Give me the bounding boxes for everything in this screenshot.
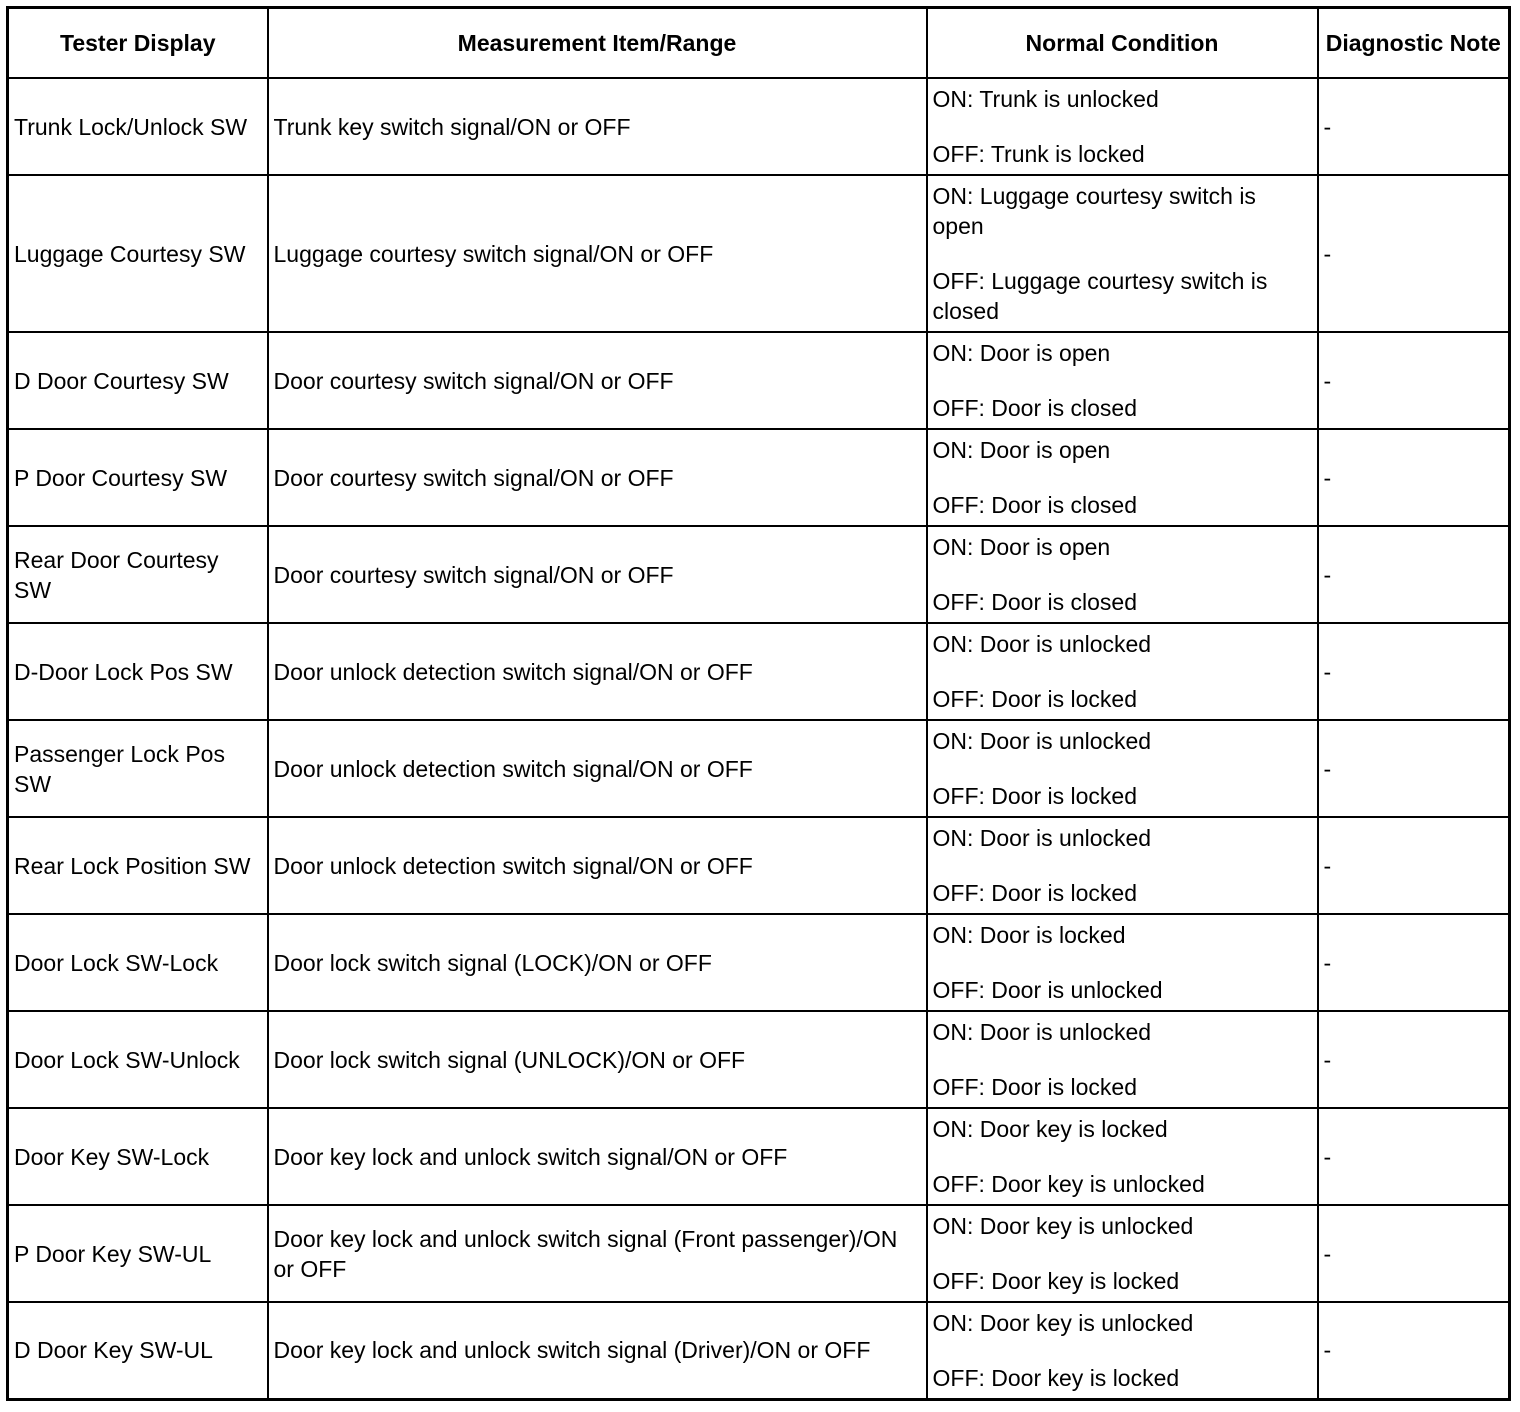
cell-diagnostic-note: -: [1318, 332, 1510, 429]
cell-tester-display: Luggage Courtesy SW: [8, 175, 268, 332]
table-row: [8, 623, 1510, 720]
condition-off: OFF: Door key is locked: [932, 1364, 1180, 1391]
table-row: [8, 78, 1510, 175]
cell-measurement-item: Trunk key switch signal/ON or OFF: [268, 78, 927, 175]
table-row: [8, 1011, 1510, 1108]
data-list-table: [6, 6, 1511, 1401]
header-normal-condition: Normal Condition: [927, 8, 1318, 79]
condition-off: OFF: Door is locked: [932, 686, 1137, 712]
cell-normal-condition: [927, 526, 1318, 623]
condition-on: ON: Door key is unlocked: [932, 1213, 1194, 1239]
condition-on: ON: Door key is unlocked: [932, 1309, 1194, 1336]
cell-diagnostic-note: -: [1318, 720, 1510, 817]
cell-normal-condition: [927, 914, 1318, 1011]
cell-measurement-item: Door courtesy switch signal/ON or OFF: [268, 526, 927, 623]
cell-normal-condition: [927, 1011, 1318, 1108]
cell-normal-condition: [927, 429, 1318, 526]
cell-normal-condition: [927, 1108, 1318, 1205]
cell-diagnostic-note: -: [1318, 1302, 1510, 1399]
table-row: [8, 720, 1510, 817]
condition-on: ON: Door is unlocked: [932, 728, 1152, 754]
cell-measurement-item: Door lock switch signal (UNLOCK)/ON or OFF: [268, 1011, 927, 1108]
table-row: [8, 332, 1510, 429]
cell-diagnostic-note: -: [1318, 623, 1510, 720]
cell-normal-condition: [927, 720, 1318, 817]
cell-measurement-item: Door key lock and unlock switch signal (Front passenger)/ON or OFF: [268, 1205, 927, 1302]
condition-off: OFF: Door is closed: [932, 589, 1137, 615]
condition-on: ON: Door is open: [932, 534, 1111, 560]
cell-normal-condition: [927, 1205, 1318, 1302]
cell-tester-display: Passenger Lock Pos SW: [8, 720, 268, 817]
cell-normal-condition: [927, 175, 1318, 332]
table-row: [8, 429, 1510, 526]
header-diagnostic-note: Diagnostic Note: [1318, 8, 1510, 79]
cell-tester-display: Rear Lock Position SW: [8, 817, 268, 914]
condition-off: OFF: Door is unlocked: [932, 977, 1163, 1003]
condition-off: OFF: Door is locked: [932, 880, 1137, 906]
cell-measurement-item: Door courtesy switch signal/ON or OFF: [268, 429, 927, 526]
cell-tester-display: Door Key SW-Lock: [8, 1108, 268, 1205]
condition-on: ON: Door is unlocked: [932, 825, 1152, 851]
cell-tester-display: P Door Key SW-UL: [8, 1205, 268, 1302]
cell-normal-condition: [927, 332, 1318, 429]
table-row: [8, 175, 1510, 332]
condition-on: ON: Door is open: [932, 437, 1111, 463]
cell-tester-display: Rear Door Courtesy SW: [8, 526, 268, 623]
condition-on: ON: Trunk is unlocked: [932, 86, 1159, 112]
cell-diagnostic-note: -: [1318, 1205, 1510, 1302]
cell-measurement-item: Door courtesy switch signal/ON or OFF: [268, 332, 927, 429]
cell-measurement-item: Door lock switch signal (LOCK)/ON or OFF: [268, 914, 927, 1011]
condition-off: OFF: Door is locked: [932, 1074, 1137, 1100]
cell-tester-display: Door Lock SW-Unlock: [8, 1011, 268, 1108]
cell-measurement-item: Door unlock detection switch signal/ON or OFF: [268, 720, 927, 817]
cell-measurement-item: Door key lock and unlock switch signal (Driver)/ON or OFF: [268, 1302, 927, 1399]
table-row: [8, 914, 1510, 1011]
cell-diagnostic-note: -: [1318, 78, 1510, 175]
condition-off: OFF: Luggage courtesy switch is closed: [932, 268, 1268, 324]
cell-normal-condition: [927, 623, 1318, 720]
cell-diagnostic-note: -: [1318, 1108, 1510, 1205]
cell-measurement-item: Door key lock and unlock switch signal/ON or OFF: [268, 1108, 927, 1205]
cell-diagnostic-note: -: [1318, 526, 1510, 623]
header-tester-display: Tester Display: [8, 8, 268, 79]
condition-off: OFF: Door key is locked: [932, 1268, 1180, 1294]
table-header-row: [8, 8, 1510, 79]
table-row: [8, 526, 1510, 623]
condition-on: ON: Luggage courtesy switch is open: [932, 183, 1256, 239]
cell-diagnostic-note: -: [1318, 175, 1510, 332]
cell-tester-display: Trunk Lock/Unlock SW: [8, 78, 268, 175]
table-row: [8, 817, 1510, 914]
condition-on: ON: Door is unlocked: [932, 1019, 1152, 1045]
condition-off: OFF: Door is closed: [932, 492, 1137, 518]
condition-off: OFF: Door is closed: [932, 395, 1137, 421]
cell-normal-condition: [927, 817, 1318, 914]
cell-tester-display: D Door Courtesy SW: [8, 332, 268, 429]
condition-on: ON: Door is locked: [932, 922, 1126, 948]
table-row: [8, 1108, 1510, 1205]
cell-diagnostic-note: -: [1318, 1011, 1510, 1108]
cell-tester-display: D-Door Lock Pos SW: [8, 623, 268, 720]
cell-normal-condition: [927, 78, 1318, 175]
condition-off: OFF: Door key is unlocked: [932, 1171, 1205, 1197]
cell-measurement-item: Luggage courtesy switch signal/ON or OFF: [268, 175, 927, 332]
cell-diagnostic-note: -: [1318, 817, 1510, 914]
condition-on: ON: Door is open: [932, 340, 1111, 366]
cell-measurement-item: Door unlock detection switch signal/ON or OFF: [268, 817, 927, 914]
condition-on: ON: Door key is locked: [932, 1116, 1168, 1142]
table-row: [8, 1205, 1510, 1302]
table-row: [8, 1302, 1510, 1399]
cell-tester-display: P Door Courtesy SW: [8, 429, 268, 526]
cell-diagnostic-note: -: [1318, 914, 1510, 1011]
condition-off: OFF: Door is locked: [932, 783, 1137, 809]
table-body: [8, 78, 1510, 1399]
condition-off: OFF: Trunk is locked: [932, 141, 1145, 167]
cell-measurement-item: Door unlock detection switch signal/ON or OFF: [268, 623, 927, 720]
header-measurement-item: Measurement Item/Range: [268, 8, 927, 79]
cell-tester-display: D Door Key SW-UL: [8, 1302, 268, 1399]
cell-tester-display: Door Lock SW-Lock: [8, 914, 268, 1011]
cell-diagnostic-note: -: [1318, 429, 1510, 526]
condition-on: ON: Door is unlocked: [932, 631, 1152, 657]
cell-normal-condition: [927, 1302, 1318, 1399]
